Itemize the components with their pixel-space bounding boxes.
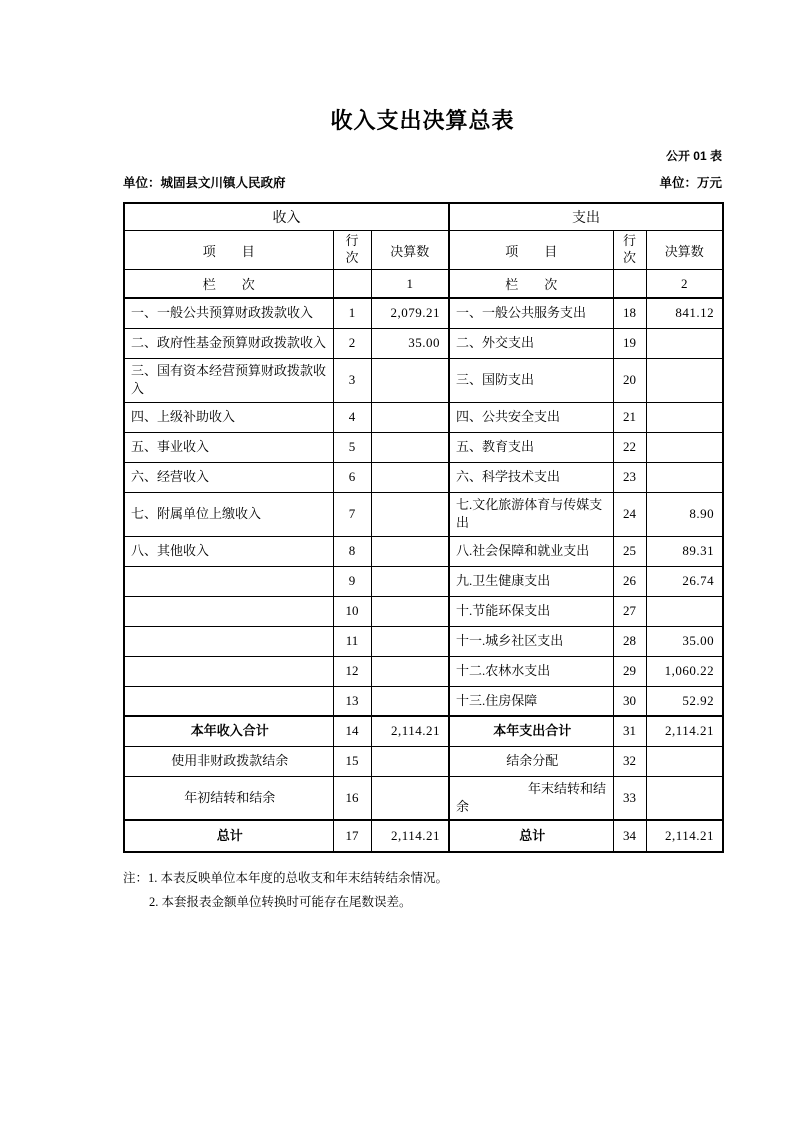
table-row [124,358,723,402]
income-item-header: 项 目 [124,231,333,270]
expense-item-cell: 四、公共安全支出 [449,402,613,432]
income-item-cell: 二、政府性基金预算财政拨款收入 [124,328,333,358]
income-item-cell: 一、一般公共预算财政拨款收入 [124,298,333,328]
income-item-cell: 使用非财政拨款结余 [124,746,333,776]
income-rowno-cell: 16 [333,776,371,820]
expense-rowno-cell: 30 [613,686,646,716]
income-item-cell: 四、上级补助收入 [124,402,333,432]
expense-amount-cell [646,328,723,358]
income-amount-cell [371,402,449,432]
expense-rowno-cell: 33 [613,776,646,820]
expense-column-blank [613,270,646,299]
expense-item-cell: 七.文化旅游体育与传媒支出 [449,492,613,536]
table-row [124,686,723,716]
expense-section-header: 支出 [449,203,723,231]
income-amount-cell [371,462,449,492]
income-amount-cell [371,686,449,716]
expense-rowno-cell: 22 [613,432,646,462]
expense-rowno-header [613,231,646,270]
income-amount-header: 决算数 [371,231,449,270]
income-item-cell: 八、其他收入 [124,536,333,566]
income-item-cell: 七、附属单位上缴收入 [124,492,333,536]
table-row [124,432,723,462]
expense-amount-cell [646,596,723,626]
income-amount-cell [371,432,449,462]
table-row [124,298,723,328]
income-rowno-cell: 8 [333,536,371,566]
unit-line [123,173,722,191]
income-item-cell [124,626,333,656]
column-header-row [124,231,723,270]
expense-amount-cell: 35.00 [646,626,723,656]
document-sheet [123,0,722,915]
income-item-cell: 六、经营收入 [124,462,333,492]
expense-item-cell: 八.社会保障和就业支出 [449,536,613,566]
table-row [124,328,723,358]
income-rowno-cell: 11 [333,626,371,656]
expense-amount-cell [646,402,723,432]
expense-column-label: 栏 次 [449,270,613,299]
expense-rowno-cell: 18 [613,298,646,328]
income-amount-cell [371,656,449,686]
income-item-cell: 五、事业收入 [124,432,333,462]
expense-rowno-cell: 19 [613,328,646,358]
expense-item-cell: 三、国防支出 [449,358,613,402]
income-rowno-header [333,231,371,270]
income-rowno-header-text: 行次 [345,233,359,265]
income-amount-cell [371,776,449,820]
income-amount-cell: 35.00 [371,328,449,358]
expense-column-number: 2 [646,270,723,299]
income-rowno-cell: 17 [333,820,371,852]
income-amount-cell [371,596,449,626]
income-column-blank [333,270,371,299]
expense-rowno-cell: 29 [613,656,646,686]
table-code: 公开 01 表 [665,149,722,163]
expense-amount-cell [646,358,723,402]
expense-item-cell: 十三.住房保障 [449,686,613,716]
income-item-cell: 总计 [124,820,333,852]
table-body [124,298,723,852]
section-header-row [124,203,723,231]
expense-item-cell: 十二.农林水支出 [449,656,613,686]
income-rowno-cell: 10 [333,596,371,626]
expense-amount-cell [646,776,723,820]
table-row [124,656,723,686]
expense-item-header: 项 目 [449,231,613,270]
income-column-number: 1 [371,270,449,299]
expense-item-cell: 二、外交支出 [449,328,613,358]
income-rowno-cell: 13 [333,686,371,716]
income-amount-cell [371,626,449,656]
table-row [124,716,723,746]
expense-rowno-cell: 21 [613,402,646,432]
expense-item-cell: 十一.城乡社区支出 [449,626,613,656]
expense-item-cell: 一、一般公共服务支出 [449,298,613,328]
expense-amount-cell [646,746,723,776]
expense-amount-cell [646,462,723,492]
expense-rowno-cell: 34 [613,820,646,852]
expense-amount-cell: 841.12 [646,298,723,328]
note-line-2: 2. 本套报表金额单位转换时可能存在尾数误差。 [149,894,412,909]
summary-table [123,202,724,853]
income-rowno-cell: 4 [333,402,371,432]
expense-item-cell: 六、科学技术支出 [449,462,613,492]
table-row [124,566,723,596]
expense-amount-cell: 2,114.21 [646,820,723,852]
income-amount-cell: 2,079.21 [371,298,449,328]
org-unit-label: 单位：城固县文川镇人民政府 [123,176,286,190]
expense-rowno-cell: 31 [613,716,646,746]
expense-item-cell: 年末结转和结余 [449,776,613,820]
income-item-cell [124,566,333,596]
expense-item-cell: 结余分配 [449,746,613,776]
income-rowno-cell: 6 [333,462,371,492]
income-rowno-cell: 7 [333,492,371,536]
money-unit-label: 单位：万元 [659,176,722,190]
income-amount-cell [371,566,449,596]
income-rowno-cell: 9 [333,566,371,596]
expense-rowno-cell: 25 [613,536,646,566]
income-rowno-cell: 1 [333,298,371,328]
expense-amount-cell: 89.31 [646,536,723,566]
income-amount-cell [371,358,449,402]
expense-rowno-cell: 26 [613,566,646,596]
expense-rowno-cell: 24 [613,492,646,536]
income-amount-cell: 2,114.21 [371,716,449,746]
income-item-cell: 本年收入合计 [124,716,333,746]
notes [123,867,722,915]
income-amount-cell [371,536,449,566]
income-item-cell: 三、国有资本经营预算财政拨款收入 [124,358,333,402]
table-row [124,596,723,626]
income-rowno-cell: 14 [333,716,371,746]
income-item-cell [124,596,333,626]
expense-amount-cell: 26.74 [646,566,723,596]
table-row [124,746,723,776]
expense-amount-cell [646,432,723,462]
income-rowno-cell: 3 [333,358,371,402]
table-row [124,536,723,566]
table-row [124,776,723,820]
table-row [124,492,723,536]
table-row [124,462,723,492]
expense-rowno-cell: 27 [613,596,646,626]
expense-rowno-cell: 20 [613,358,646,402]
expense-rowno-cell: 32 [613,746,646,776]
expense-amount-cell: 52.92 [646,686,723,716]
income-column-label: 栏 次 [124,270,333,299]
expense-amount-cell: 1,060.22 [646,656,723,686]
income-item-cell [124,686,333,716]
table-row [124,626,723,656]
table-row [124,402,723,432]
page-title: 收入支出决算总表 [330,108,515,133]
column-number-row [124,270,723,299]
expense-amount-header: 决算数 [646,231,723,270]
income-rowno-cell: 12 [333,656,371,686]
expense-item-cell: 十.节能环保支出 [449,596,613,626]
income-rowno-cell: 15 [333,746,371,776]
note-line-1: 注：1. 本表反映单位本年度的总收支和年末结转结余情况。 [123,871,449,885]
expense-item-cell: 五、教育支出 [449,432,613,462]
income-amount-cell: 2,114.21 [371,820,449,852]
expense-item-cell: 总计 [449,820,613,852]
income-rowno-cell: 2 [333,328,371,358]
expense-amount-cell: 8.90 [646,492,723,536]
expense-amount-cell: 2,114.21 [646,716,723,746]
expense-item-cell: 九.卫生健康支出 [449,566,613,596]
income-item-cell: 年初结转和结余 [124,776,333,820]
expense-rowno-cell: 28 [613,626,646,656]
income-rowno-cell: 5 [333,432,371,462]
income-section-header: 收入 [124,203,449,231]
expense-rowno-header-text: 行次 [623,233,637,265]
table-row [124,820,723,852]
income-item-cell [124,656,333,686]
expense-rowno-cell: 23 [613,462,646,492]
income-amount-cell [371,492,449,536]
income-amount-cell [371,746,449,776]
expense-item-cell: 本年支出合计 [449,716,613,746]
